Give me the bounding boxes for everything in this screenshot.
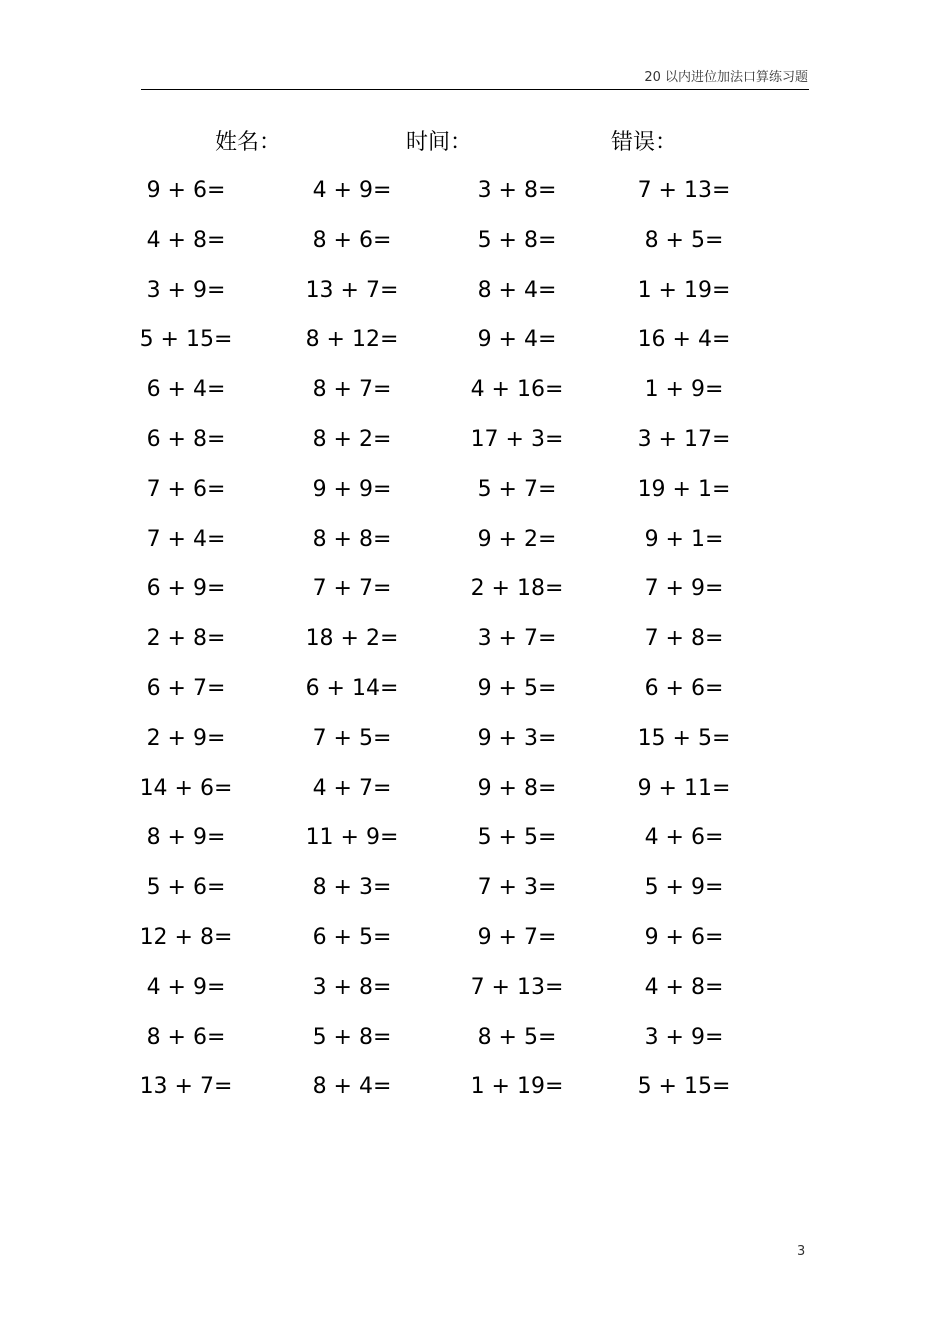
problem-item: 9 + 7= [477, 924, 557, 950]
problem-item: 2 + 18= [470, 576, 564, 602]
problem-item: 9 + 4= [477, 327, 557, 353]
problem-grid [0, 166, 950, 1112]
name-label: 姓名： [215, 130, 282, 155]
problem-item: 7 + 4= [146, 526, 226, 552]
problem-item: 7 + 13= [470, 974, 564, 1000]
problem-item: 6 + 7= [146, 675, 226, 701]
problem-item: 16 + 4= [637, 327, 731, 353]
problem-row [0, 813, 950, 863]
problem-row [0, 664, 950, 714]
problem-item: 5 + 7= [477, 476, 557, 502]
problem-item: 8 + 9= [146, 825, 226, 851]
problem-item: 9 + 8= [477, 775, 557, 801]
problem-item: 9 + 6= [146, 178, 226, 203]
problem-item: 19 + 1= [637, 476, 731, 502]
problem-row [0, 315, 950, 365]
problem-item: 6 + 8= [146, 426, 226, 452]
problem-row [0, 963, 950, 1013]
problem-item: 8 + 5= [477, 1024, 557, 1050]
problem-row [0, 764, 950, 814]
problem-item: 13 + 7= [305, 277, 399, 303]
problem-item: 4 + 7= [312, 775, 392, 801]
problem-item: 9 + 3= [477, 725, 557, 751]
problem-item: 8 + 8= [312, 526, 392, 552]
problem-item: 7 + 13= [637, 178, 731, 203]
problem-item: 5 + 5= [477, 825, 557, 851]
problem-item: 9 + 11= [637, 775, 731, 801]
header-title: 20 以内进位加法口算练习题 [644, 70, 808, 85]
problem-item: 2 + 9= [146, 725, 226, 751]
problem-item: 8 + 3= [312, 875, 392, 901]
problem-item: 5 + 9= [644, 875, 724, 901]
header-rule [141, 89, 809, 90]
problem-item: 14 + 6= [139, 775, 233, 801]
problem-item: 9 + 2= [477, 526, 557, 552]
problem-item: 4 + 9= [146, 974, 226, 1000]
problem-row [0, 863, 950, 913]
problem-row [0, 166, 950, 216]
problem-row [0, 266, 950, 316]
problem-row [0, 1013, 950, 1063]
problem-row [0, 913, 950, 963]
problem-item: 1 + 19= [470, 1074, 564, 1100]
problem-item: 3 + 8= [312, 974, 392, 1000]
problem-item: 8 + 12= [305, 327, 399, 353]
problem-item: 1 + 9= [644, 377, 724, 403]
problem-row [0, 415, 950, 465]
problem-item: 7 + 3= [477, 875, 557, 901]
problem-item: 5 + 15= [637, 1074, 731, 1100]
problem-item: 6 + 4= [146, 377, 226, 403]
problem-item: 3 + 7= [477, 626, 557, 652]
problem-row [0, 1062, 950, 1112]
problem-item: 18 + 2= [305, 626, 399, 652]
problem-item: 5 + 15= [139, 327, 233, 353]
problem-row [0, 714, 950, 764]
problem-item: 7 + 8= [644, 626, 724, 652]
problem-item: 6 + 9= [146, 576, 226, 602]
problem-row [0, 365, 950, 415]
problem-item: 6 + 14= [305, 675, 399, 701]
problem-item: 8 + 5= [644, 227, 724, 253]
problem-item: 7 + 9= [644, 576, 724, 602]
problem-row [0, 614, 950, 664]
problem-item: 6 + 6= [644, 675, 724, 701]
time-label: 时间： [406, 130, 473, 155]
problem-item: 8 + 7= [312, 377, 392, 403]
worksheet-labels [0, 126, 950, 160]
problem-item: 4 + 8= [146, 227, 226, 253]
errors-label: 错误： [611, 130, 678, 155]
problem-item: 1 + 19= [637, 277, 731, 303]
problem-item: 9 + 6= [644, 924, 724, 950]
problem-row [0, 465, 950, 515]
problem-item: 7 + 7= [312, 576, 392, 602]
problem-row [0, 515, 950, 565]
problem-item: 8 + 4= [312, 1074, 392, 1100]
problem-item: 4 + 16= [470, 377, 564, 403]
problem-item: 3 + 9= [146, 277, 226, 303]
problem-item: 17 + 3= [470, 426, 564, 452]
problem-item: 4 + 6= [644, 825, 724, 851]
problem-item: 12 + 8= [139, 924, 233, 950]
problem-item: 5 + 6= [146, 875, 226, 901]
problem-item: 3 + 9= [644, 1024, 724, 1050]
problem-item: 8 + 4= [477, 277, 557, 303]
problem-item: 8 + 6= [312, 227, 392, 253]
problem-item: 2 + 8= [146, 626, 226, 652]
problem-item: 9 + 5= [477, 675, 557, 701]
page-number: 3 [797, 1244, 806, 1259]
problem-item: 7 + 5= [312, 725, 392, 751]
problem-item: 3 + 17= [637, 426, 731, 452]
problem-row [0, 216, 950, 266]
problem-item: 4 + 9= [312, 178, 392, 203]
problem-item: 5 + 8= [312, 1024, 392, 1050]
problem-item: 7 + 6= [146, 476, 226, 502]
problem-item: 5 + 8= [477, 227, 557, 253]
problem-item: 9 + 9= [312, 476, 392, 502]
problem-item: 9 + 1= [644, 526, 724, 552]
problem-item: 6 + 5= [312, 924, 392, 950]
problem-row [0, 564, 950, 614]
problem-item: 4 + 8= [644, 974, 724, 1000]
problem-item: 15 + 5= [637, 725, 731, 751]
problem-item: 3 + 8= [477, 178, 557, 203]
problem-item: 13 + 7= [139, 1074, 233, 1100]
problem-item: 8 + 2= [312, 426, 392, 452]
problem-item: 11 + 9= [305, 825, 399, 851]
problem-item: 8 + 6= [146, 1024, 226, 1050]
